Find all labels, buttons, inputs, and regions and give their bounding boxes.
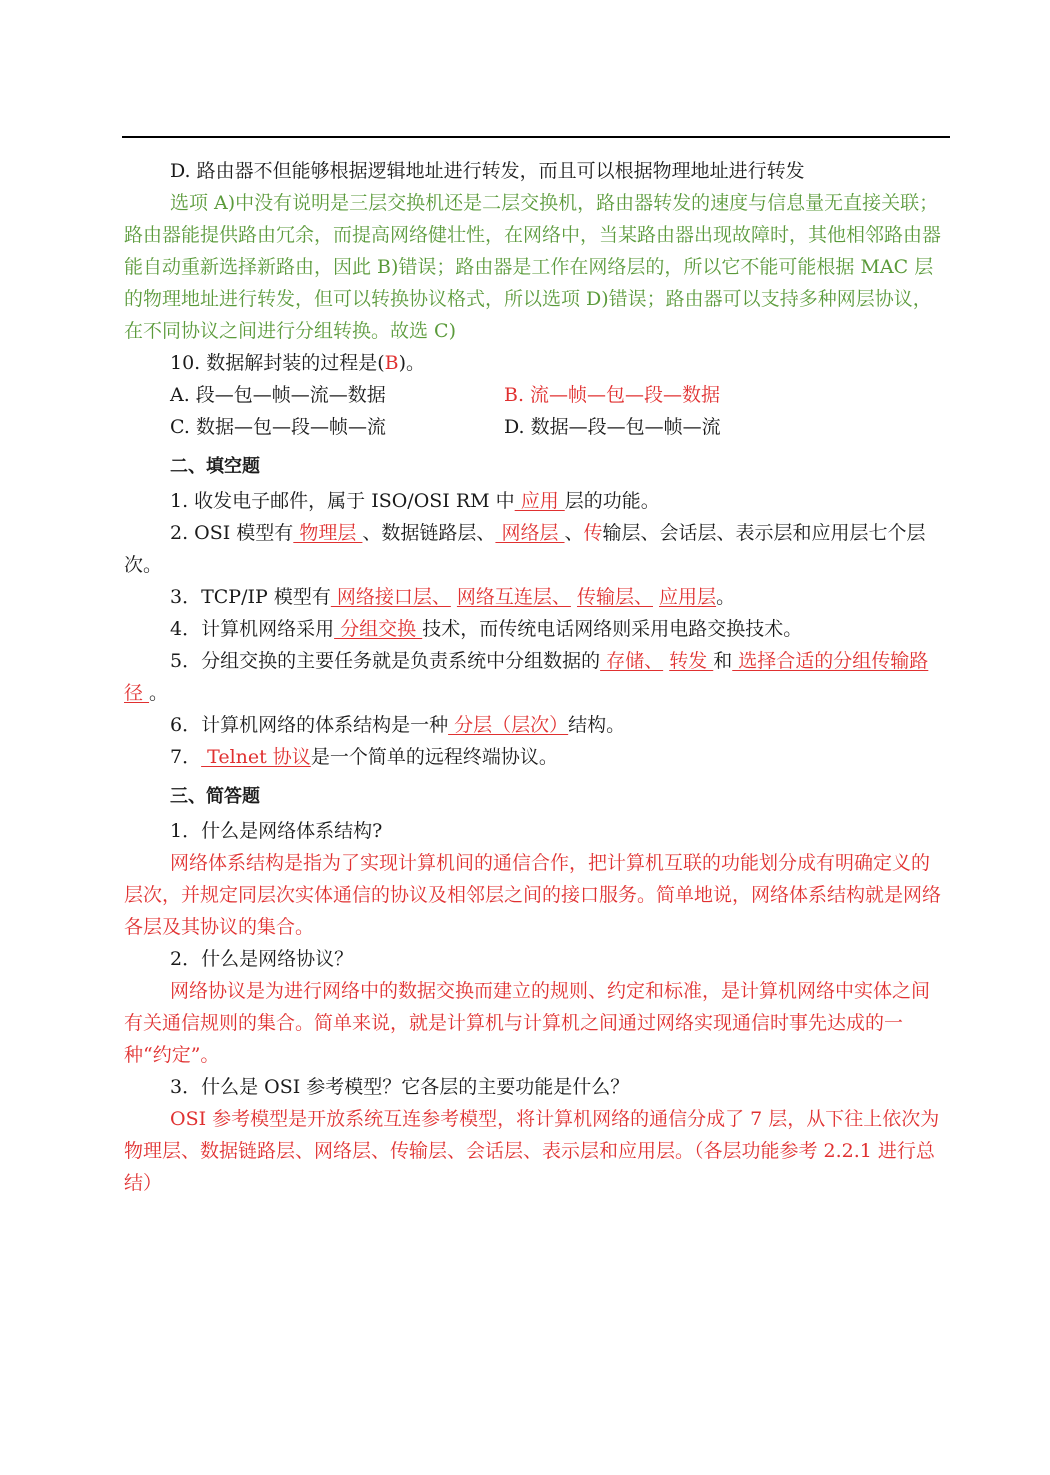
header-rule (122, 136, 950, 138)
fill-q6: 6．计算机网络的体系结构是一种 分层（层次）结构。 (170, 714, 626, 736)
short-a3: OSI 参考模型是开放系统互连参考模型，将计算机网络的通信分成了 7 层，从下往上依次为物理层、数据链路层、网络层、传输层、会话层、表示层和应用层。（各层功能参考 2.2.1 进行总结） (124, 1108, 940, 1194)
short-a1: 网络体系结构是指为了实现计算机间的通信合作，把计算机互联的功能划分成有明确定义的层次，并规定同层次实体通信的协议及相邻层之间的接口服务。简单地说，网络体系结构就是网络各层及其协议的集合。 (124, 852, 942, 938)
blank-answer: 网络接口层、 (330, 586, 451, 608)
q10-option-a: A. 段—包—帧—流—数据 (170, 384, 386, 406)
q10-option-d: D. 数据—段—包—帧—流 (504, 416, 721, 438)
fill-q1: 1. 收发电子邮件，属于 ISO/OSI RM 中 应用 层的功能。 (170, 490, 660, 512)
blank-answer: 物理层 (293, 522, 363, 544)
fill-q5: 5．分组交换的主要任务就是负责系统中分组数据的 存储、 转发 和 选择合适的分组传输路径 。 (124, 650, 929, 704)
blank-answer: 分层（层次） (448, 714, 569, 736)
fill-q4: 4．计算机网络采用 分组交换 技术，而传统电话网络则采用电路交换技术。 (170, 618, 803, 640)
q10-options-row-1 (124, 379, 946, 411)
short-a2: 网络协议是为进行网络中的数据交换而建立的规则、约定和标准，是计算机网络中实体之间有关通信规则的集合。简单来说，就是计算机与计算机之间通过网络实现通信时事先达成的一种“约定”。 (124, 980, 931, 1066)
fill-q3: 3．TCP/IP 模型有 网络接口层、 网络互连层、 传输层、 应用层。 (170, 586, 736, 608)
short-answer-heading: 三、简答题 (170, 786, 260, 807)
blank-answer: 选择合适的分组传输路径 (124, 650, 929, 704)
fill-in-heading: 二、填空题 (170, 456, 260, 477)
q9-option-d: D. 路由器不但能够根据逻辑地址进行转发，而且可以根据物理地址进行转发 (170, 160, 805, 182)
page-content (124, 155, 946, 1199)
q10-stem: 10. 数据解封装的过程是(B)。 (170, 352, 426, 374)
blank-answer: 传输层、 (576, 586, 653, 608)
fill-q2: 2. OSI 模型有 物理层 、数据链路层、 网络层 、传输层、会话层、表示层和应用层七个层次。 (124, 522, 926, 576)
short-q2: 2．什么是网络协议？ (170, 948, 354, 970)
blank-answer: 分组交换 (334, 618, 423, 640)
blank-answer: 应用层 (659, 586, 717, 608)
fill-q7: 7． Telnet 协议是一个简单的远程终端协议。 (170, 746, 558, 768)
q10-options-row-2 (124, 411, 946, 443)
short-q1: 1．什么是网络体系结构? (170, 820, 383, 842)
blank-answer: 转发 (669, 650, 714, 672)
blank-answer: 存储、 (600, 650, 664, 672)
blank-answer: 网络层 (495, 522, 565, 544)
blank-answer: 网络互连层、 (456, 586, 571, 608)
q10-option-c: C. 数据—包—段—帧—流 (170, 416, 386, 438)
q10-answer: B (384, 352, 399, 374)
q9-explanation: 选项 A)中没有说明是三层交换机还是二层交换机，路由器转发的速度与信息量无直接关联；路由器能提供路由冗余，而提高网络健壮性，在网络中，当某路由器出现故障时，其他相邻路由器能自动重新选择新路由，因此 B)错误；路由器是工作在网络层的，所以它不能可能根据 MAC 层的物理地址进行转发，但可以转换协议格式，所以选项 D)错误；路由器可以支持多种网层协议，在不同协议之间进行分组转换。故选 C) (124, 192, 942, 342)
blank-answer: 应用 (514, 490, 565, 512)
short-q3: 3．什么是 OSI 参考模型？它各层的主要功能是什么？ (170, 1076, 630, 1098)
blank-answer: Telnet 协议 (201, 746, 311, 768)
q10-option-b: B. 流—帧—包—段—数据 (504, 384, 721, 406)
